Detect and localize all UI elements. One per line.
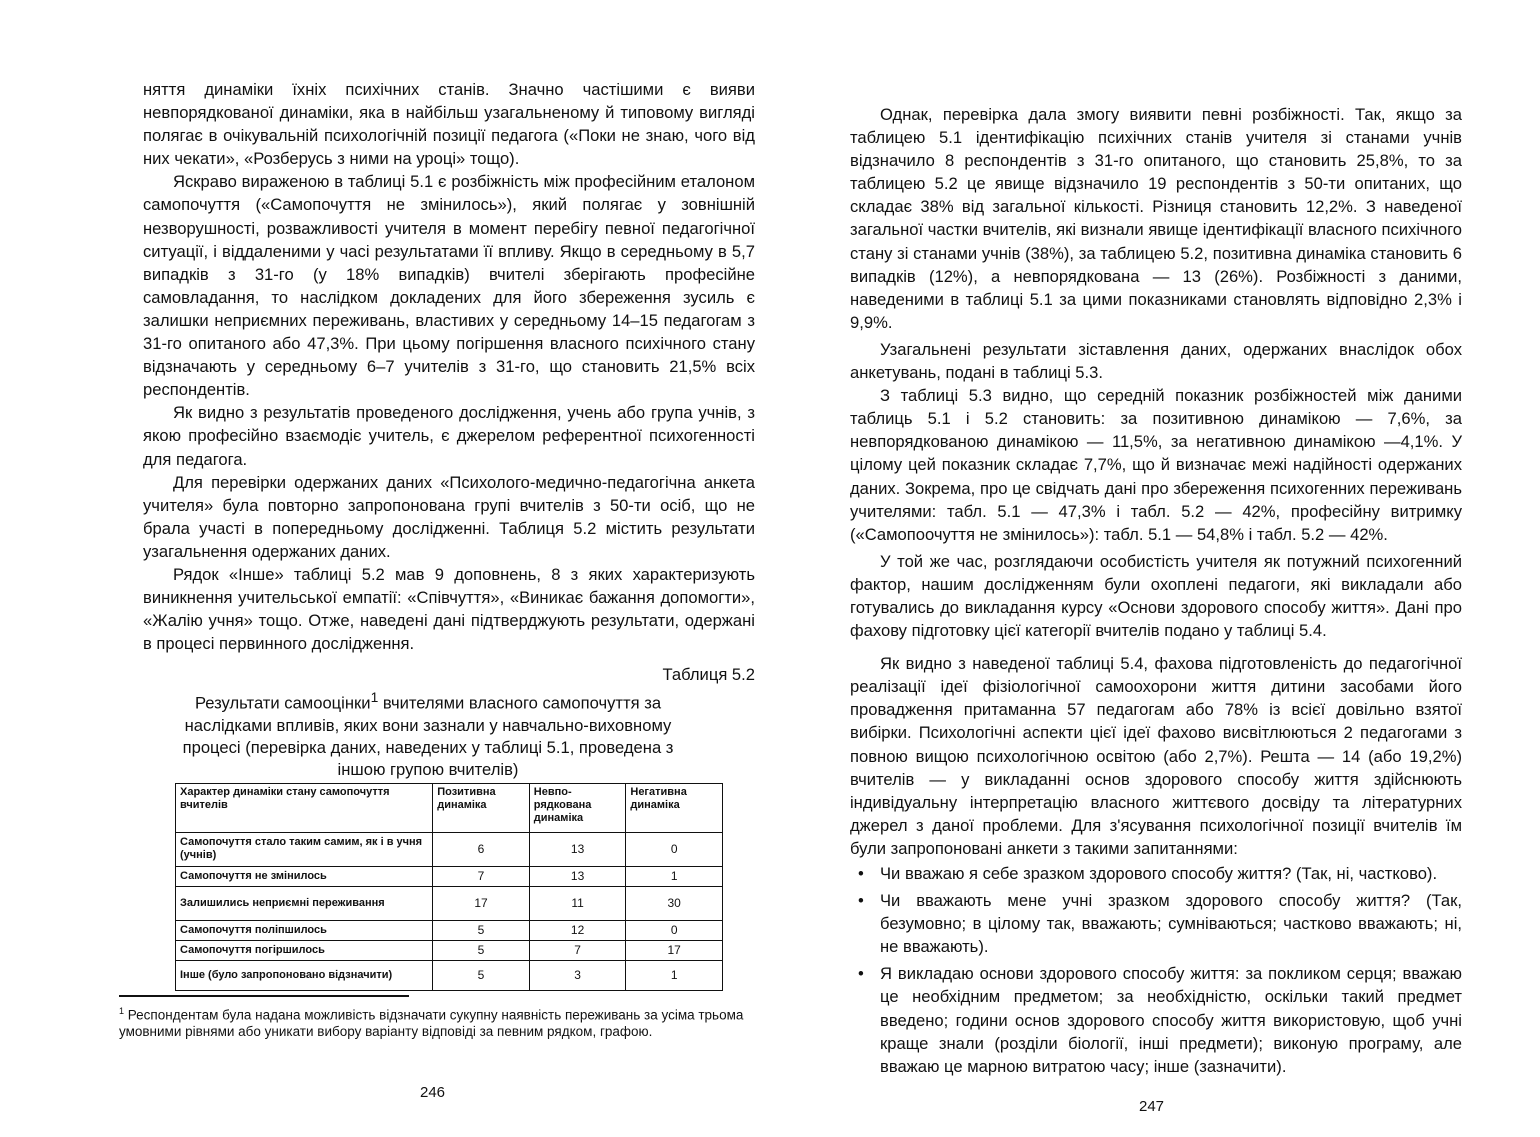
table-cell: 0 — [626, 920, 723, 940]
list-item-text: Чи вважаю я себе зразком здорового способу життя? (Так, ні, частково). — [880, 864, 1438, 883]
table-cell: 13 — [529, 866, 626, 886]
right-text-column — [850, 103, 1462, 1082]
table-caption — [168, 686, 688, 781]
footnote — [119, 1003, 759, 1041]
table-cell: 0 — [626, 832, 723, 866]
table-row — [176, 960, 723, 990]
table-cell: 7 — [433, 866, 530, 886]
table-cell: 5 — [433, 920, 530, 940]
table-cell: 5 — [433, 940, 530, 960]
question-list — [850, 862, 1462, 1078]
table-cell: 17 — [626, 940, 723, 960]
right-page — [770, 0, 1540, 1137]
table-caption-rest: вчителями власного самопочуття за наслідками впливів, яких вони зазнали у навчально-виховному процесі (перевірка даних, наведених у таблиці 5.1, проведена з іншою групою вчителів) — [182, 693, 674, 779]
table-row — [176, 920, 723, 940]
table-cell: 7 — [529, 940, 626, 960]
table-row — [176, 940, 723, 960]
table-cell: 13 — [529, 832, 626, 866]
paragraph: Як видно з результатів проведеного дослідження, учень або група учнів, з якою професійно взаємодіє учитель, є джерелом референтної психогенності для педагога. — [143, 403, 755, 469]
paragraph: Узагальнені результати зіставлення даних, одержаних внаслідок обох анкетувань, подані в таблиці 5.3. — [850, 339, 1462, 383]
footnote-mark: 1 — [119, 1005, 125, 1016]
page-number: 247 — [1139, 1098, 1165, 1115]
table-cell: 11 — [529, 886, 626, 920]
paragraph: Однак, перевірка дала змогу виявити певні розбіжності. Так, якщо за таблицею 5.1 ідентифікацію психічних станів учителя зі станами учнів відзначило 8 респондентів з 31-го опитаного, що становить 25,8%, то за таблицею 5.2 це явище відзначило 19 респондентів з 50-ти опитаних, що складає 38% від загальної кількості. Різниця становить 12,2%. З наведеної загальної частки вчителів, які визнали явище ідентифікації власного психічного стану зі станами учнів (38%), за таблицею 5.2, позитивна динаміка становить 6 випадків (12%), а невпорядкована — 13 (26%). Розбіжності з даними, наведеними в таблиці 5.1 за цими показниками становлять відповідно 2,3% і 9,9%. — [850, 105, 1462, 332]
data-table — [175, 783, 723, 991]
paragraph: Рядок «Інше» таблиці 5.2 мав 9 доповнень, 8 з яких характеризують виникнення учительської емпатії: «Співчуття», «Виникає бажання допомогти», «Жалію учня» тощо. Отже, наведені дані підтверджують результати, одержані в процесі первинного дослідження. — [143, 564, 755, 654]
table-cell: 1 — [626, 960, 723, 990]
footnote-divider — [119, 995, 409, 997]
table-label: Таблиця 5.2 — [662, 665, 755, 685]
footnote-text: Респондентам була надана можливість відзначати сукупну наявність переживань за усіма трьома умовними рівнями або уникати вибору варіанту відповіді за певним рядком, графою. — [119, 1007, 744, 1040]
table-cell: 3 — [529, 960, 626, 990]
bullet-icon: • — [858, 891, 864, 911]
table-cell: 17 — [433, 886, 530, 920]
column-header: Негативна динаміка — [626, 783, 723, 832]
row-label: Самопочуття погіршилось — [176, 940, 433, 960]
paragraph: Яскраво вираженою в таблиці 5.1 є розбіжність між професійним еталоном самопочуття («Самопочуття не змінилось»), який полягає у зовнішній незворушності, розважливості учителя в момент перебігу певної педагогічної ситуації, і віддаленими у часі результатами її впливу. Якщо в середньому в 5,7 випадків з 31-го (у 18% випадків) вчителі зберігають професійне самовладання, то наслідком докладених для його збереження зусиль є залишки неприємних переживань, властивих у середньому 14–15 педагогам з 31-го опитаного або 47,3%. При цьому погіршення власного психічного стану відзначають у середньому 6–7 учителів з 31-го, що становить 21,5% всіх респондентів. — [143, 172, 755, 400]
list-item-text: Чи вважають мене учні зразком здорового способу життя? (Так, безумовно; в цілому так, вважають; сумніваються; частково вважають; ні, не вважають). — [880, 891, 1462, 957]
paragraph: У той же час, розглядаючи особистість учителя як потужний психогенний фактор, нашим дослідженням були охоплені педагоги, які викладали або готувались до викладання курсу «Основи здорового способу життя». Дані про фахову підготовку цієї категорії вчителів подано у таблиці 5.4. — [850, 551, 1462, 641]
row-label: Самопочуття не змінилось — [176, 866, 433, 886]
row-label: Самопочуття стало таким самим, як і в учня (учнів) — [176, 832, 433, 866]
table-row — [176, 886, 723, 920]
list-item-text: Я викладаю основи здорового способу життя: за покликом серця; вважаю це необхідним предметом; за необхідністю, оскільки такий предмет введено; години основ здорового способу життя використовую, щоб учні краще знали (розділи біології, інші предмети); виконую програму, але вважаю це марною витратою часу; інше (зазначити). — [880, 964, 1462, 1076]
list-item — [850, 962, 1462, 1077]
table-cell: 12 — [529, 920, 626, 940]
table-cell: 1 — [626, 866, 723, 886]
table-cell: 30 — [626, 886, 723, 920]
paragraph: З таблиці 5.3 видно, що середній показник розбіжностей між даними таблиць 5.1 і 5.2 становить: за позитивною динамікою — 7,6%, за невпорядкованою динамікою — 11,5%, за негативною динамікою —4,1%. У цілому цей показник складає 7,7%, що й визначає межі надійності одержаних даних. Зокрема, про це свідчать дані про збереження психогенних переживань учителями: табл. 5.1 — 47,3% і табл. 5.2 — 42%, професійну витримку («Самопоочуття не змінилось»): табл. 5.1 — 54,8% і табл. 5.2 — 42%. — [850, 386, 1462, 544]
column-header: Характер динаміки стану самопочуття вчителів — [176, 783, 433, 832]
paragraph: Як видно з наведеної таблиці 5.4, фахова підготовленість до педагогічної реалізації ідеї фізіологічної самоохорони життя дитини засобами його провадження притаманна 57 педагогам або 78% із всієї довільно взятої вибірки. Психологічні аспекти цієї ідеї фахово висвітлюються 2 педагогами з повною вищою психологічною освітою (або 2,7%). Решта — 14 (або 19,2%) вчителів — у викладанні основ здорового способу життя здійснюють індивідуальну інтерпретацію власного життєвого досвіду та літературних джерел з даної проблеми. Для з'ясування психологічної позиції вчителів їм були запропоновані анкети з такими запитаннями: — [850, 654, 1462, 858]
bullet-icon: • — [858, 964, 864, 984]
list-item — [850, 862, 1462, 885]
paragraph: Для перевірки одержаних даних «Психолого-медично-педагогічна анкета учителя» була повторно запропонована групі вчителів з 50-ти осіб, що не брала участі в попередньому дослідженні. Таблиця 5.2 містить результати узагальнення одержаних даних. — [143, 472, 755, 561]
column-header: Позитивна динаміка — [433, 783, 530, 832]
paragraph: няття динаміки їхніх психічних станів. Значно частішими є вияви невпорядкованої динаміки, яка в найбільш узагальненому й типовому вигляді полягає в очікувальній психологічній позиції педагога («Поки не знаю, чого від них чекати», «Розберусь з ними на уроці» тощо). — [143, 80, 755, 169]
table-caption-lead: Результати самооцінки — [194, 693, 371, 713]
table-cell: 6 — [433, 832, 530, 866]
table-caption-footnote-mark: 1 — [370, 689, 379, 706]
list-item — [850, 889, 1462, 958]
row-label: Інше (було запропоновано відзначити) — [176, 960, 433, 990]
column-header: Невпо-рядкована динаміка — [529, 783, 626, 832]
table-header-row — [176, 783, 723, 832]
left-text-column — [119, 78, 755, 1040]
table-row — [176, 832, 723, 866]
bullet-icon: • — [858, 864, 864, 883]
table-row — [176, 866, 723, 886]
row-label: Залишились неприємні переживання — [176, 886, 433, 920]
page-number: 246 — [420, 1084, 446, 1101]
row-label: Самопочуття поліпшилось — [176, 920, 433, 940]
table-cell: 5 — [433, 960, 530, 990]
